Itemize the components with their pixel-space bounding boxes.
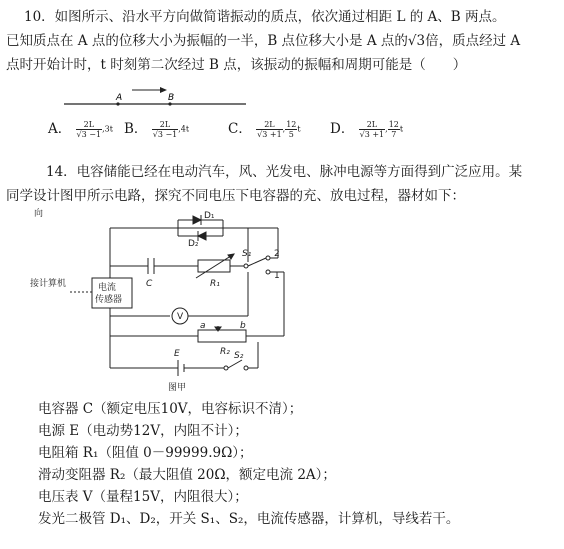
r2-label: R₂: [220, 347, 230, 357]
s2-label: S₂: [234, 351, 244, 361]
q14-line-2: 同学设计图甲所示电路，探究不同电压下电容器的充、放电过程，器材如下：: [6, 188, 465, 204]
q14-line-1: 14．电容储能已经在电动汽车，风、光发电、脉冲电源等方面得到广泛应用。某: [46, 164, 523, 180]
q10-line-3: 点时开始计时，t 时刻第二次经过 B 点，该振动的振幅和周期可能是（ ）: [6, 57, 467, 73]
material-rheostat: 滑动变阻器 R₂（最大阻值 20Ω，额定电流 2A）；: [38, 467, 336, 483]
voltmeter-label: V: [177, 312, 184, 322]
d1-label: D₁: [204, 211, 215, 221]
r1-label: R₁: [210, 279, 220, 289]
r2-end-a: a: [200, 321, 206, 331]
r2-end-b: b: [240, 321, 246, 331]
point-a-label: A: [116, 93, 123, 103]
q10-figure: [60, 82, 250, 112]
material-voltmeter: 电压表 V（量程15V，内阻很大）；: [38, 489, 248, 505]
q10-option-a: A． $\frac{2L}{√3 -1}$ ,3t: [48, 120, 113, 139]
switch-pos-2: 2: [274, 249, 280, 259]
q10-line-2: 已知质点在 A 点的位移大小为振幅的一半，B 点位移大小是 A 点的√3倍，质点经过 A: [6, 33, 521, 49]
circuit-diagram: [28, 206, 318, 394]
sensor-label-1: 电流: [98, 283, 117, 293]
point-b-label: B: [168, 93, 175, 103]
circuit-corner-label: 向: [34, 209, 44, 219]
figure-caption: 图甲: [168, 383, 187, 393]
q10-line-1: 10．如图所示、沿水平方向做简谐振动的质点，依次通过相距 L 的 A、B 两点。: [24, 9, 506, 25]
q10-option-b: B． $\frac{2L}{√3 -1}$ ,4t: [124, 120, 190, 139]
sensor-label-2: 传感器: [95, 295, 123, 305]
material-others: 发光二极管 D₁、D₂，开关 S₁、S₂，电流传感器，计算机，导线若干。: [38, 511, 460, 527]
computer-label: 接计算机: [30, 279, 67, 289]
material-resistance-box: 电阻箱 R₁（阻值 0－99999.9Ω）；: [38, 445, 253, 461]
capacitor-label: C: [146, 279, 153, 289]
material-capacitor: 电容器 C（额定电压10V，电容标识不清）；: [38, 401, 303, 417]
s1-label: S₁: [242, 249, 252, 259]
material-source: 电源 E（电动势12V，内阻不计）；: [38, 423, 248, 439]
d2-label: D₂: [188, 239, 199, 249]
battery-label: E: [174, 349, 180, 359]
q10-option-c: C． $\frac{2L}{√3 +1}$ , $\frac{12}{5}$ t: [228, 120, 301, 139]
q10-option-d: D． $\frac{2L}{√3 +1}$ , $\frac{12}{7}$ t: [330, 120, 404, 139]
switch-pos-1: 1: [274, 271, 280, 281]
